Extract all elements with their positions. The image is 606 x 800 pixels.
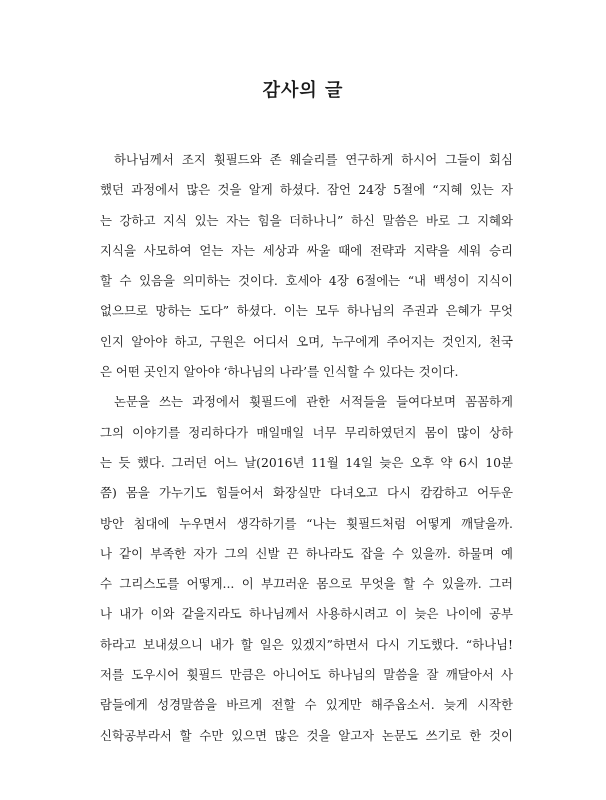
text-line: 는 듯 했다. 그러던 어느 날(2016년 11월 14일 늦은 오후 약 6시 10분 <box>100 454 513 470</box>
document-body <box>100 145 513 751</box>
text-line: 했던 과정에서 많은 것을 알게 하셨다. 잠언 24장 5절에 “지혜 있는 자 <box>100 182 513 198</box>
text-line: 수 그리스도를 어떻게... 이 부끄러운 몸으로 무엇을 할 수 있을까. 그러 <box>100 576 513 592</box>
text-line: 할 수 있음을 의미하는 것이다. 호세아 4장 6절에는 “내 백성이 지식이 <box>100 273 513 289</box>
text-line: 논문을 쓰는 과정에서 휫필드에 관한 서적들을 들여다보며 꼼꼼하게 <box>114 394 513 410</box>
text-line: 나 같이 부족한 자가 그의 신발 끈 하나라도 잡을 수 있을까. 하물며 예 <box>100 545 513 561</box>
page-title: 감사의 글 <box>262 80 344 101</box>
text-line: 하라고 보내셨으니 내가 할 일은 있겠지”하면서 다시 기도했다. “하나님! <box>100 636 513 652</box>
text-line: 하나님께서 조지 휫필드와 존 웨슬리를 연구하게 하시어 그들이 회심 <box>114 152 513 167</box>
text-line: 람들에게 성경말씀을 바르게 전할 수 있게만 해주옵소서. 늦게 시작한 <box>100 697 513 713</box>
text-line: 그의 이야기를 정리하다가 매일매일 너무 무리하였던지 몸이 많이 상하 <box>100 424 513 440</box>
paragraph-2 <box>100 387 513 751</box>
text-line: 방안 침대에 누우면서 생각하기를 “나는 휫필드처럼 어떻게 깨달을까. <box>100 515 513 531</box>
text-line: 은 어떤 곳인지 알아야 ‘하나님의 나라’를 인식할 수 있다는 것이다. <box>100 364 459 380</box>
text-line: 지식을 사모하여 얻는 자는 세상과 싸울 때에 전략과 지략을 세워 승리 <box>100 242 513 258</box>
text-line: 쯤) 몸을 가누기도 힘들어서 화장실만 다녀오고 다시 캄캄하고 어두운 <box>100 485 513 501</box>
text-line: 는 강하고 지식 있는 자는 힘을 더하나니” 하신 말씀은 바로 그 지혜와 <box>100 212 513 228</box>
text-line: 나 내가 이와 같을지라도 하나님께서 사용하시려고 이 늦은 나이에 공부 <box>100 606 513 622</box>
text-line: 저를 도우시어 휫필드 만큼은 아니어도 하나님의 말씀을 잘 깨달아서 사 <box>100 667 513 683</box>
paragraph-1 <box>100 145 513 387</box>
text-line: 신학공부라서 할 수만 있으면 많은 것을 알고자 논문도 쓰기로 한 것이 <box>100 727 513 743</box>
text-line: 없으므로 망하는 도다” 하셨다. 이는 모두 하나님의 주권과 은혜가 무엇 <box>100 303 513 319</box>
text-line: 인지 알아야 하고, 구원은 어디서 오며, 누구에게 주어지는 것인지, 천국 <box>100 333 513 349</box>
